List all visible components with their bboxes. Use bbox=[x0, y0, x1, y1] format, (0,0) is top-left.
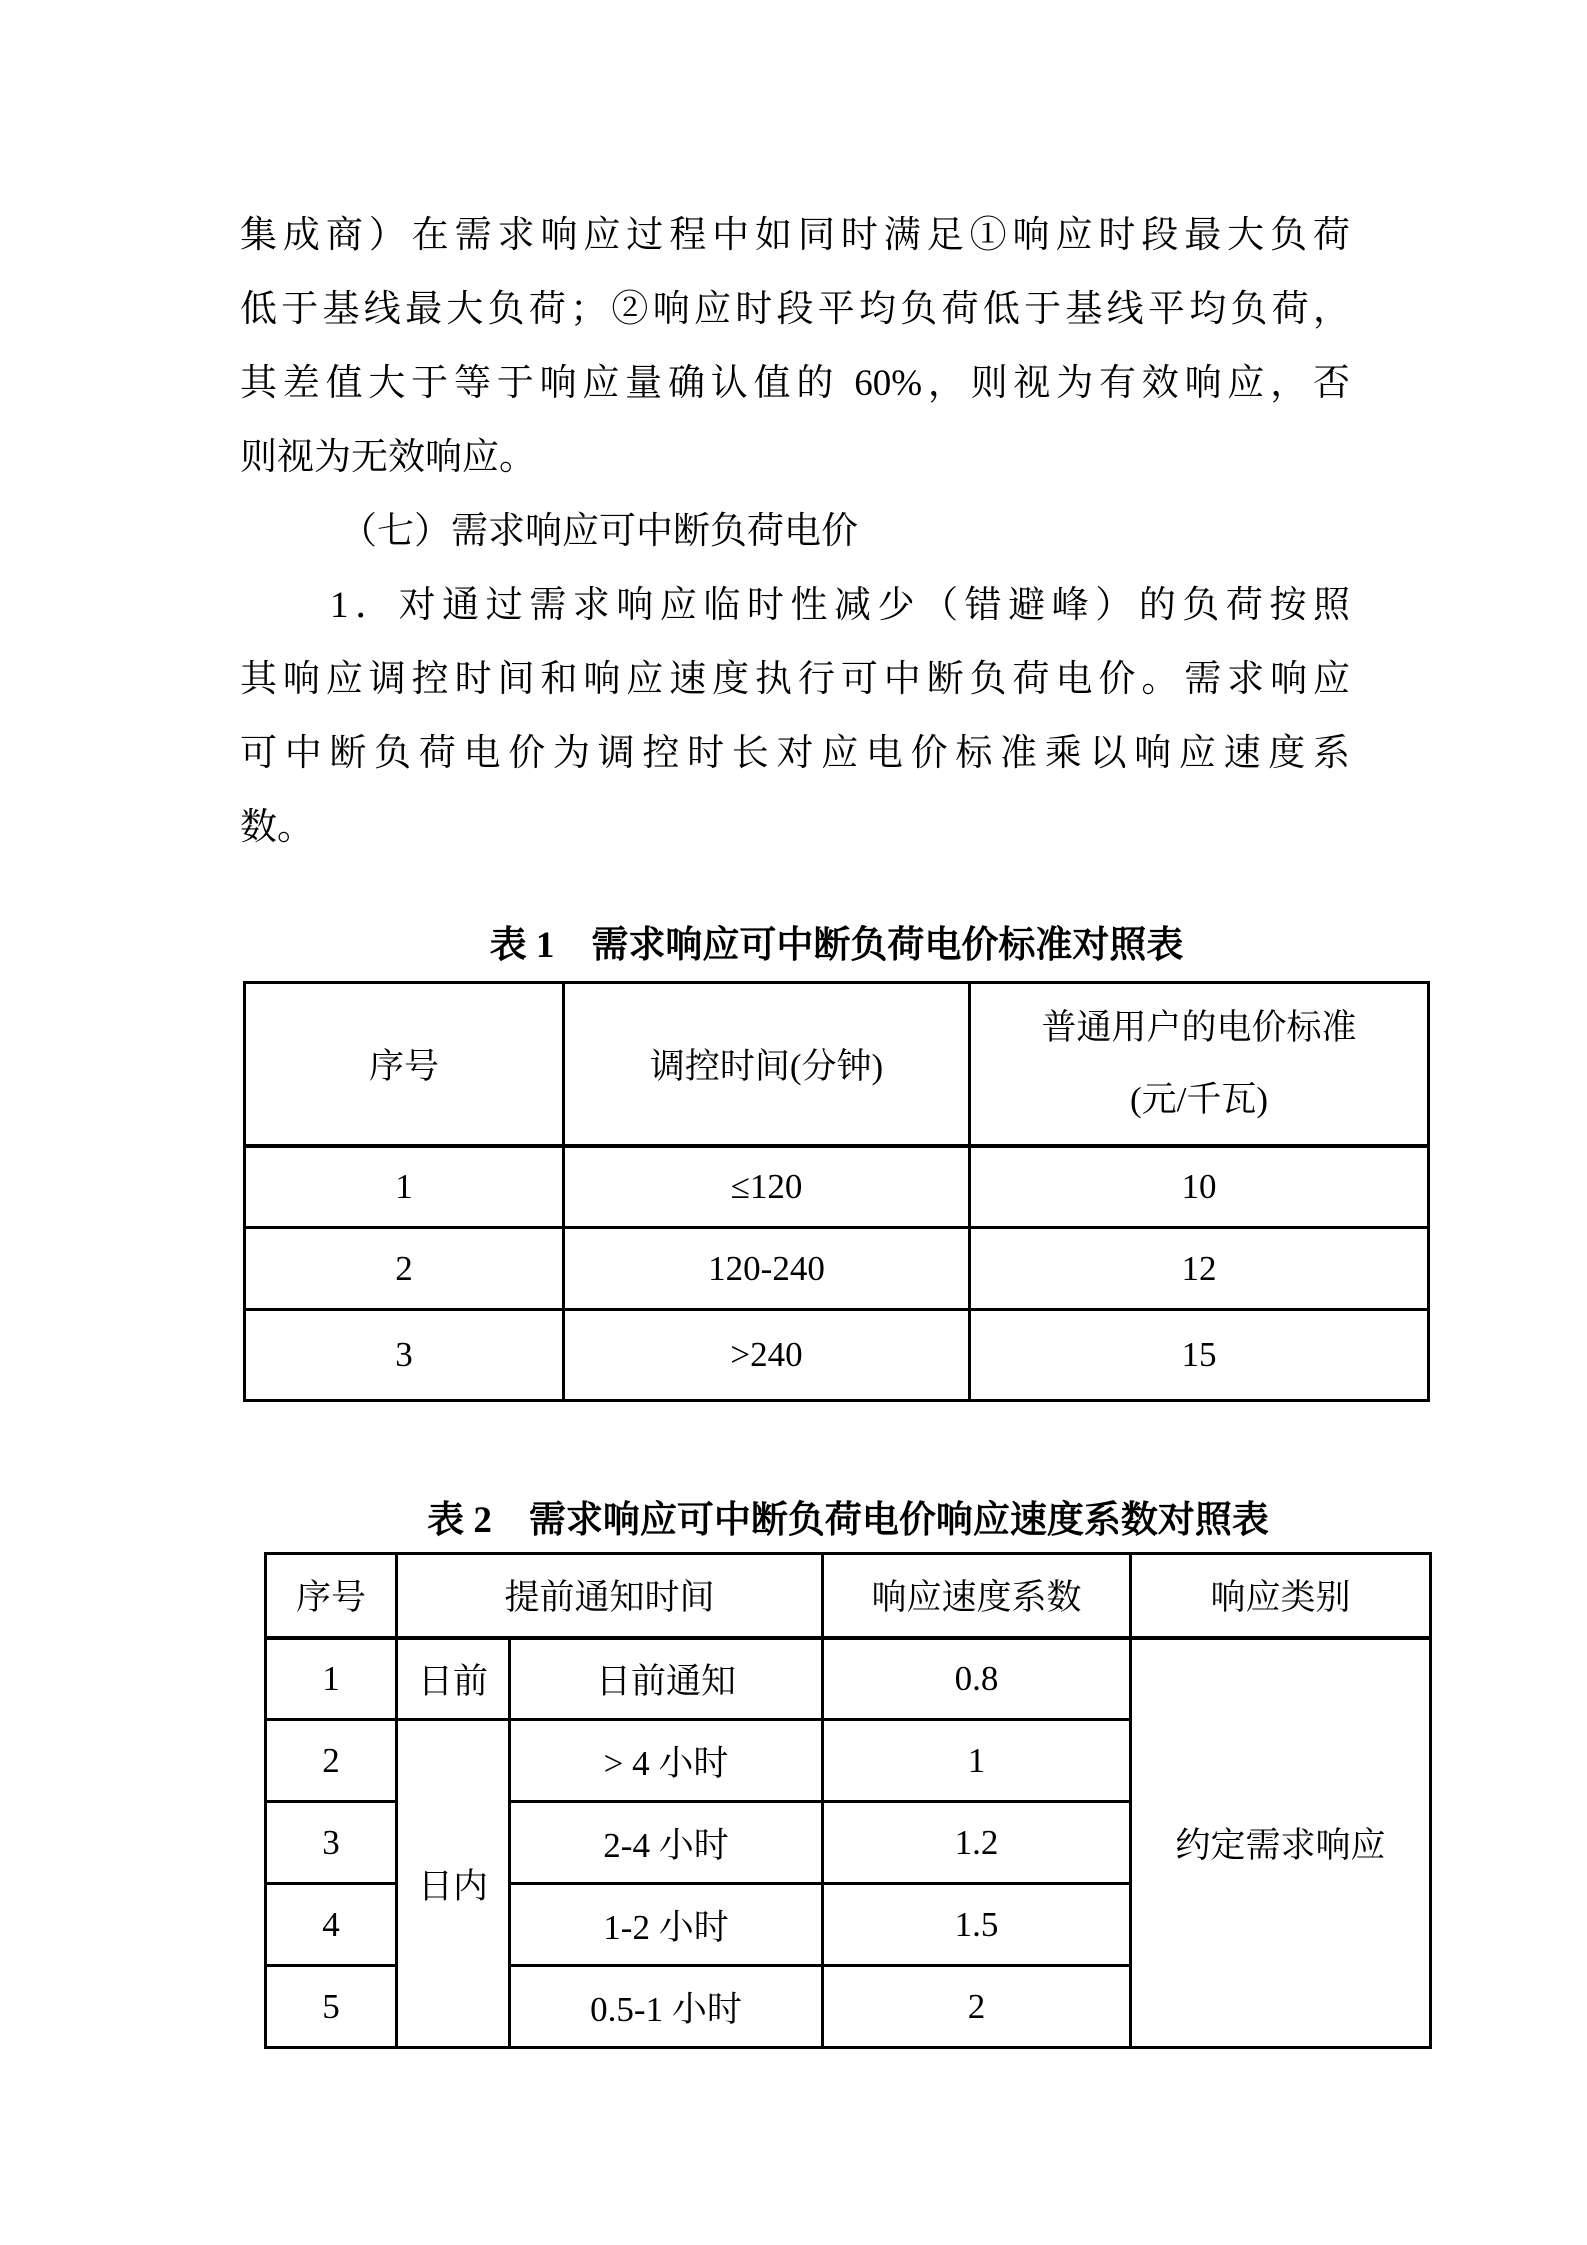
table2-cell-period: 日前 bbox=[397, 1638, 510, 1720]
paragraph1-line-2: 低于基线最大负荷；②响应时段平均负荷低于基线平均负荷， bbox=[240, 289, 1350, 330]
table2-header-notice: 提前通知时间 bbox=[397, 1554, 823, 1638]
table1-row bbox=[245, 1228, 1429, 1310]
paragraph2-line-2: 其响应调控时间和响应速度执行可中断负荷电价。需求响应 bbox=[240, 659, 1350, 700]
paragraph2-line-4: 数。 bbox=[240, 807, 314, 848]
table2-cell-notice: 2-4 小时 bbox=[510, 1802, 823, 1884]
table1-header-row bbox=[245, 983, 1429, 1146]
paragraph1-line-3: 其差值大于等于响应量确认值的 60%，则视为有效响应，否 bbox=[240, 363, 1350, 404]
table1-cell-price: 15 bbox=[970, 1310, 1429, 1401]
table1-cell-seq: 1 bbox=[245, 1146, 564, 1228]
table2-cell-coeff: 0.8 bbox=[823, 1638, 1131, 1720]
paragraph2-line-3: 可中断负荷电价为调控时长对应电价标准乘以响应速度系 bbox=[240, 733, 1350, 774]
table2-header-category: 响应类别 bbox=[1131, 1554, 1431, 1638]
table1-row bbox=[245, 1310, 1429, 1401]
table2-cell-coeff: 1 bbox=[823, 1720, 1131, 1802]
table2-cell-seq: 1 bbox=[266, 1638, 397, 1720]
table2-cell-notice: 日前通知 bbox=[510, 1638, 823, 1720]
table2-cell-seq: 4 bbox=[266, 1884, 397, 1966]
table1-cell-price: 12 bbox=[970, 1228, 1429, 1310]
table1-header-price-line1: 普通用户的电价标准 bbox=[1041, 1007, 1357, 1047]
table1-cell-price: 10 bbox=[970, 1146, 1429, 1228]
table1-row bbox=[245, 1146, 1429, 1228]
table1-cell-duration: 120-240 bbox=[564, 1228, 970, 1310]
table2-cell-seq: 2 bbox=[266, 1720, 397, 1802]
table2-cell-notice: 0.5-1 小时 bbox=[510, 1966, 823, 2048]
table2-title: 表 2 需求响应可中断负荷电价响应速度系数对照表 bbox=[427, 1500, 1269, 1541]
table1-header-price bbox=[970, 983, 1429, 1146]
table1-cell-duration: ≤120 bbox=[564, 1146, 970, 1228]
table1-title: 表 1 需求响应可中断负荷电价标准对照表 bbox=[489, 925, 1184, 966]
table1-cell-seq: 2 bbox=[245, 1228, 564, 1310]
table2-header-row bbox=[266, 1554, 1431, 1638]
table2-cell-coeff: 2 bbox=[823, 1966, 1131, 2048]
table2-cell-coeff: 1.2 bbox=[823, 1802, 1131, 1884]
table2-header-coeff: 响应速度系数 bbox=[823, 1554, 1131, 1638]
table2-cell-notice: 1-2 小时 bbox=[510, 1884, 823, 1966]
table1-price-standard bbox=[243, 981, 1430, 1402]
table2-cell-notice: > 4 小时 bbox=[510, 1720, 823, 1802]
table2-cell-seq: 5 bbox=[266, 1966, 397, 2048]
section-heading: （七）需求响应可中断负荷电价 bbox=[340, 511, 858, 552]
table2-header-seq: 序号 bbox=[266, 1554, 397, 1638]
table1-cell-seq: 3 bbox=[245, 1310, 564, 1401]
table2-speed-coefficient bbox=[264, 1552, 1432, 2049]
table1-cell-duration: >240 bbox=[564, 1310, 970, 1401]
table1-header-price-line2: (元/千瓦) bbox=[1129, 1079, 1269, 1119]
paragraph1-line-1: 集成商）在需求响应过程中如同时满足①响应时段最大负荷 bbox=[240, 215, 1350, 256]
body-text bbox=[240, 199, 1350, 865]
table2-cell-category: 约定需求响应 bbox=[1131, 1638, 1431, 2048]
table2-cell-period: 日内 bbox=[397, 1720, 510, 2048]
table1-header-seq: 序号 bbox=[245, 983, 564, 1146]
table2-cell-coeff: 1.5 bbox=[823, 1884, 1131, 1966]
paragraph1-line-4: 则视为无效响应。 bbox=[240, 437, 536, 478]
table2-row bbox=[266, 1638, 1431, 1720]
table1-header-duration: 调控时间(分钟) bbox=[564, 983, 970, 1146]
table2-cell-seq: 3 bbox=[266, 1802, 397, 1884]
paragraph2-line-1: 1．对通过需求响应临时性减少（错避峰）的负荷按照 bbox=[330, 585, 1350, 626]
